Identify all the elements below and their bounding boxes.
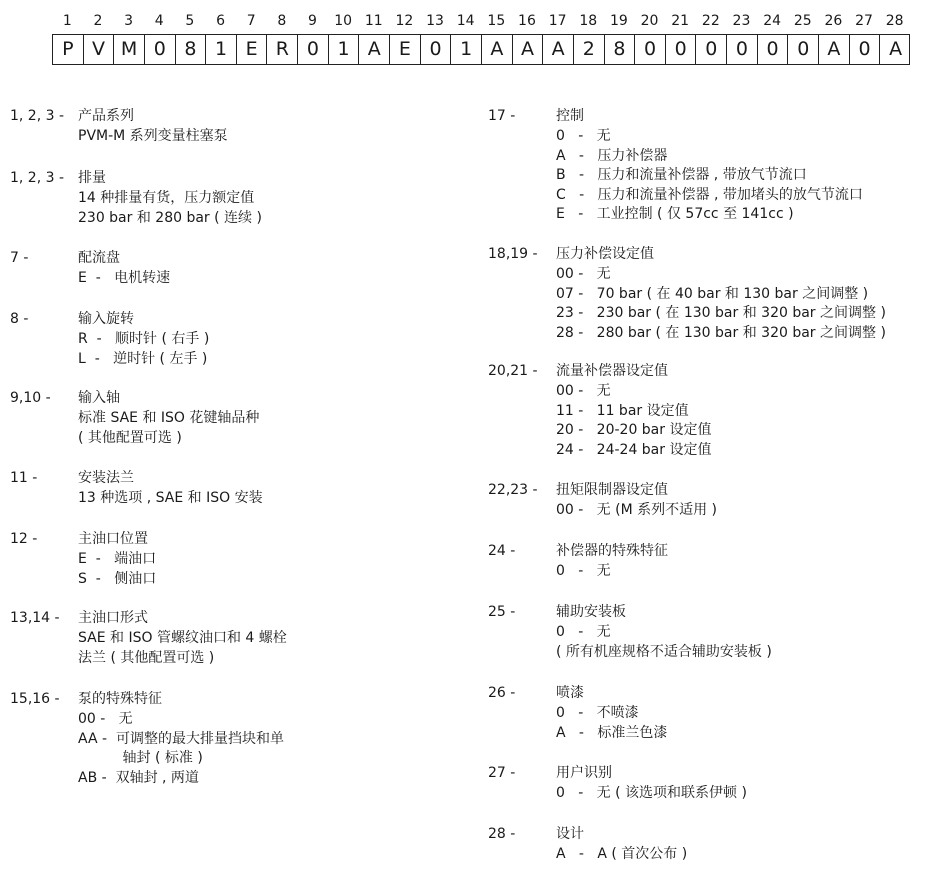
position-number: 5 [185,13,195,29]
position-number: 24 [763,13,782,29]
entry-option: 14 种排量有货，压力额定值 [78,190,255,206]
entry-label: 辅助安装板 [556,604,626,620]
entry-option: 0 - 无 [556,128,611,144]
position-number: 16 [518,13,536,29]
entry-label: 补偿器的特殊特征 [556,543,668,559]
entry-position: 15,16 - [10,691,60,707]
entry-option: 28 - 280 bar ( 在 130 bar 和 320 bar 之间调整 ) [556,324,886,341]
entry-label: 主油口形式 [78,610,148,626]
entry-option: R - 顺时针 ( 右手 ) [78,331,210,347]
entry-position: 24 - [488,543,516,559]
entry-option: B - 压力和流量补偿器 , 带放气节流口 [556,167,807,183]
position-number: 25 [793,13,812,29]
entry-position: 25 - [488,604,516,620]
position-number: 3 [124,13,134,29]
entry-option: 13 种选项 , SAE 和 ISO 安装 [78,490,263,506]
entry-option: AA - 可调整的最大排量挡块和单 [78,730,284,747]
entry-option: ( 其他配置可选 ) [78,429,182,446]
entry-label: 主油口位置 [78,531,148,547]
code-cell: 0 [788,35,819,64]
entry-option: 标准 SAE 和 ISO 花键轴品种 [78,410,260,426]
code-cell: 0 [635,35,666,64]
entry-label: 扭矩限制器设定值 [556,482,668,498]
entry-position: 1, 2, 3 - [10,108,65,124]
entry-position: 20,21 - [488,363,538,379]
entry-position: 18,19 - [488,246,538,262]
code-cell: A [889,38,903,60]
entry-option: 0 - 无 ( 该选项和联系伊顿 ) [556,785,747,801]
entry-position: 11 - [10,470,38,486]
entry-position: 9,10 - [10,390,51,406]
entry-position: 17 - [488,108,516,124]
entry-option: 23 - 230 bar ( 在 130 bar 和 320 bar 之间调整 ) [556,305,886,321]
entry-label: 配流盘 [78,250,120,266]
position-number: 17 [548,13,567,29]
position-number: 11 [364,13,383,29]
entry-label: 流量补偿器设定值 [556,363,668,379]
code-cell: 8 [605,35,636,64]
entry-option: 法兰 ( 其他配置可选 ) [78,649,215,666]
code-cell: 1 [206,35,237,64]
position-number: 27 [855,13,873,29]
entry-position: 26 - [488,685,516,701]
entry-position: 7 - [10,250,29,266]
position-number: 7 [246,13,256,29]
position-number: 13 [426,13,444,29]
entry-option: A - A ( 首次公布 ) [556,846,688,862]
entry-option: SAE 和 ISO 管螺纹油口和 4 螺栓 [78,630,287,646]
entry-option: 24 - 24-24 bar 设定值 [556,441,712,458]
code-cell: 0 [727,35,758,64]
entry-option: 00 - 无 [78,711,133,727]
entry-option: E - 端油口 [78,551,157,567]
entry-label: 产品系列 [78,108,134,124]
entry-label: 压力补偿设定值 [556,246,654,262]
code-cell: A [359,35,390,64]
code-cell: M [114,35,145,64]
position-number: 2 [93,13,103,29]
entry-position: 27 - [488,765,516,781]
position-number: 1 [62,13,72,29]
position-number: 8 [277,13,287,29]
position-number: 18 [579,13,598,29]
entry-option: 0 - 无 [556,624,611,640]
entry-position: 28 - [488,826,516,842]
code-cell: 0 [298,35,329,64]
entry-option: E - 工业控制 ( 仅 57cc 至 141cc ) [556,206,794,222]
code-cell: P [53,35,84,64]
entry-label: 输入轴 [78,390,120,406]
code-cell: 0 [145,35,176,64]
position-number: 26 [824,13,843,29]
entry-option: 230 bar 和 280 bar ( 连续 ) [78,209,262,226]
position-number: 9 [308,13,317,29]
entry-label: 泵的特殊特征 [78,691,162,707]
entry-position: 22,23 - [488,482,538,498]
entry-label: 安装法兰 [78,470,134,486]
position-number: 4 [154,13,164,29]
entry-position: 1, 2, 3 - [10,170,65,186]
entry-label: 控制 [556,108,584,124]
entry-option: 00 - 无 [556,383,611,399]
code-cell: 0 [666,35,697,64]
entry-label: 喷漆 [556,685,584,701]
code-cell: 0 [697,35,728,64]
position-number-row [52,12,910,30]
code-cell: R [268,35,299,64]
entry-position: 13,14 - [10,610,60,626]
entry-option: 0 - 不喷漆 [556,705,639,721]
code-cell: E [237,35,268,64]
position-number: 12 [395,13,414,29]
code-cell: 0 [850,35,881,64]
code-cell: 1 [329,35,360,64]
entry-option: E - 电机转速 [78,270,171,286]
entry-option: PVM-M 系列变量柱塞泵 [78,128,228,144]
entry-position: 12 - [10,531,38,547]
entry-option: 11 - 11 bar 设定值 [556,402,689,419]
position-number: 21 [671,13,690,29]
position-number: 14 [456,13,475,29]
entry-option: L - 逆时针 ( 左手 ) [78,350,208,367]
position-number: 6 [216,13,225,29]
entry-label: 输入旋转 [78,311,134,327]
position-number: 28 [885,13,904,29]
entry-option: 00 - 无 (M 系列不适用 ) [556,502,718,518]
position-number: 15 [487,13,506,29]
entry-option: 轴封 ( 标准 ) [78,750,203,766]
code-cell: 0 [758,35,789,64]
code-cell: 2 [574,35,605,64]
entry-option: A - 压力补偿器 [556,147,668,164]
entry-label: 用户识别 [556,765,612,781]
position-number: 10 [334,13,353,29]
entry-option: 20 - 20-20 bar 设定值 [556,422,712,438]
entry-option: A - 标准兰色漆 [556,724,668,741]
code-cell: V [84,35,115,64]
entry-position: 8 - [10,311,29,327]
code-cell: A [482,35,513,64]
position-number: 22 [701,13,720,29]
entry-label: 设计 [556,826,584,842]
entry-option: C - 压力和流量补偿器 , 带加堵头的放气节流口 [556,186,863,203]
position-number: 20 [640,13,659,29]
code-cell: 0 [421,35,452,64]
entry-option: AB - 双轴封 , 两道 [78,769,199,786]
model-code-box [52,34,910,65]
position-number: 19 [609,13,628,29]
entry-option: S - 侧油口 [78,570,157,587]
code-cell: A [819,35,850,64]
entry-option: 0 - 无 [556,563,611,579]
entry-option: ( 所有机座规格不适合辅助安装板 ) [556,643,772,660]
code-cell: E [390,35,421,64]
code-cell: 1 [451,35,482,64]
code-cell: 8 [176,35,207,64]
position-number: 23 [732,13,751,29]
entry-option: 00 - 无 [556,266,611,282]
code-cell: A [513,35,544,64]
entry-option: 07 - 70 bar ( 在 40 bar 和 130 bar 之间调整 ) [556,285,869,302]
entry-label: 排量 [78,170,106,186]
code-cell: A [543,35,574,64]
